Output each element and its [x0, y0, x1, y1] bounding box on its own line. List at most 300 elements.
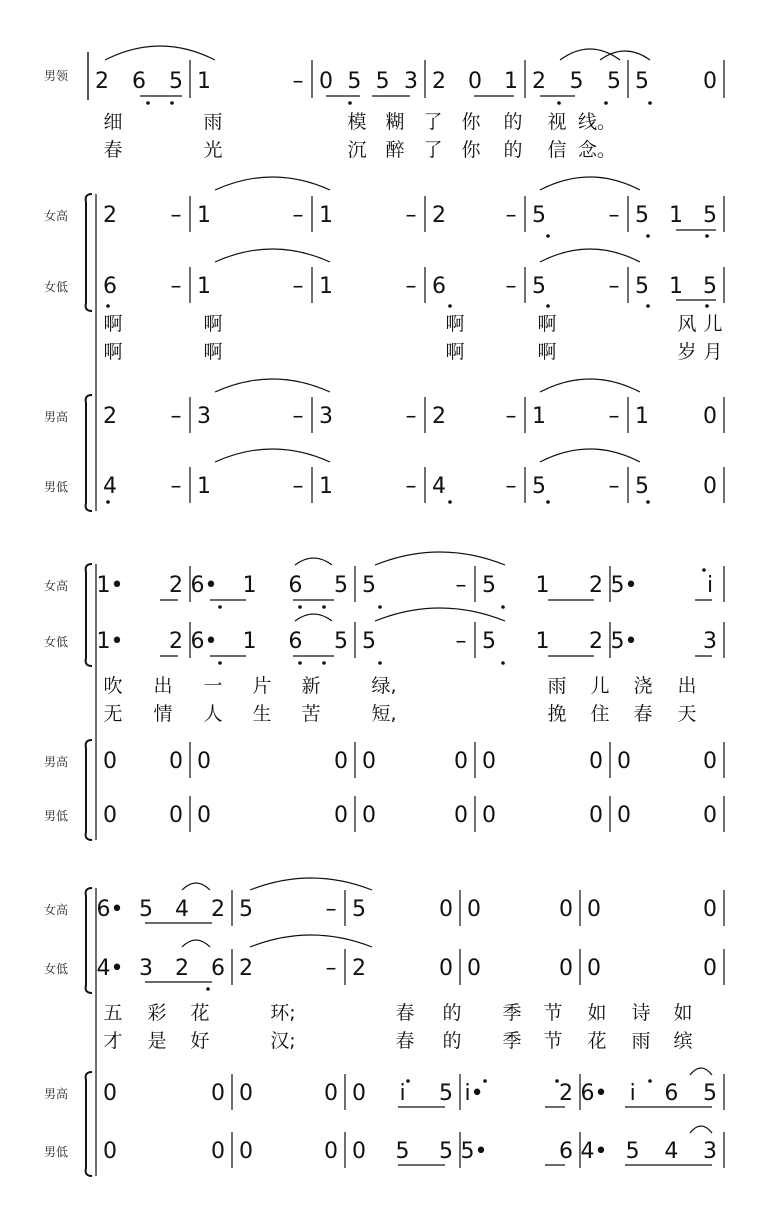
lyric-verse1: 浇: [633, 675, 653, 697]
lyric-verse2: 念。: [577, 139, 617, 161]
group-bracket: [86, 1072, 92, 1176]
lyric-verse1: 节: [543, 1002, 563, 1024]
note: 0: [319, 69, 333, 94]
lyric-verse2: 雨: [631, 1030, 651, 1052]
note: 0: [439, 956, 453, 981]
lyric-verse1: 出: [153, 675, 173, 697]
note: 0: [324, 1139, 338, 1164]
note: 6: [288, 573, 303, 598]
lyric-verse2: 月: [703, 341, 723, 363]
note: 2: [103, 203, 117, 228]
low-dot: [378, 605, 382, 609]
lyric-verse2: 情: [153, 703, 173, 725]
voice-label: 男高: [44, 1087, 69, 1101]
note: 1: [242, 629, 257, 654]
note: 4: [664, 1139, 679, 1164]
note: 2: [432, 203, 446, 228]
note: 6: [132, 69, 146, 94]
note: 2: [352, 956, 366, 981]
lyric-verse1: 彩: [147, 1002, 167, 1024]
note: 1: [197, 69, 211, 94]
note: 1•: [96, 573, 124, 598]
low-dot: [646, 500, 650, 504]
note: 2: [589, 629, 603, 654]
low-dot: [448, 500, 452, 504]
note: 6: [664, 1081, 679, 1106]
low-dot: [546, 500, 550, 504]
note: 5: [532, 203, 546, 228]
note: 0: [103, 803, 117, 828]
lyric-verse2: 啊: [537, 341, 557, 363]
slur: [540, 449, 640, 462]
note: –: [325, 897, 337, 922]
note: 5: [239, 897, 253, 922]
note: –: [170, 474, 182, 499]
note: 5: [139, 897, 153, 922]
note: 2: [175, 956, 189, 981]
note: –: [608, 274, 620, 299]
note: 6: [432, 274, 446, 299]
note: –: [325, 956, 337, 981]
note: 2: [559, 1081, 573, 1106]
lyric-verse2: 啊: [203, 341, 223, 363]
low-dot: [546, 304, 550, 308]
lyric-verse2: 短,: [371, 703, 397, 725]
low-dot: [322, 605, 326, 609]
lyric-verse1: 啊: [537, 313, 557, 335]
note: 0: [211, 1139, 225, 1164]
note: –: [292, 474, 304, 499]
note: –: [292, 274, 304, 299]
note: 5: [703, 1081, 717, 1106]
note: 0: [617, 749, 631, 774]
group-bracket: [86, 194, 92, 311]
lyric-verse1: 片: [252, 675, 272, 697]
note: –: [455, 573, 467, 598]
lyric-verse1: 如: [673, 1002, 693, 1024]
note: 1: [197, 274, 211, 299]
note: 1: [504, 69, 518, 94]
note: 1: [532, 404, 546, 429]
lyric-verse1: 五: [103, 1002, 123, 1024]
voice-label: 女低: [44, 280, 69, 294]
note: 4•: [96, 956, 124, 981]
note: 5: [362, 629, 376, 654]
slur: [250, 878, 372, 890]
note: –: [292, 203, 304, 228]
note: 5: [375, 69, 390, 94]
note: 5: [482, 573, 496, 598]
slur: [540, 177, 640, 190]
lyric-verse2: 季: [502, 1030, 522, 1052]
slur: [215, 177, 330, 190]
voice-label: 男高: [44, 410, 69, 424]
note: 5: [352, 897, 366, 922]
note: 5: [439, 1081, 453, 1106]
note: 5: [362, 573, 376, 598]
note: 5: [347, 69, 362, 94]
slur: [295, 558, 332, 565]
note: 0: [482, 803, 496, 828]
lyric-verse1: 绿,: [371, 675, 397, 697]
note: 1•: [96, 629, 124, 654]
note: 0: [362, 749, 376, 774]
note: 3: [139, 956, 153, 981]
note: 0: [103, 1139, 117, 1164]
lyric-verse1: 的: [503, 111, 523, 133]
note: 2: [239, 956, 253, 981]
low-dot: [170, 101, 174, 105]
voice-label: 男低: [44, 1145, 69, 1159]
note: 6•: [580, 1081, 608, 1106]
voice-label: 女高: [44, 903, 69, 917]
note: 0: [482, 749, 496, 774]
note: 0: [703, 803, 717, 828]
low-dot: [146, 101, 150, 105]
lyric-verse1: 雨: [547, 675, 567, 697]
note: –: [170, 274, 182, 299]
note: 6•: [190, 629, 218, 654]
note: 0: [467, 956, 481, 981]
note: –: [505, 274, 517, 299]
lyric-verse2: 花: [587, 1030, 607, 1052]
note: 1: [669, 274, 683, 299]
lyric-verse2: 节: [543, 1030, 563, 1052]
note: 0: [334, 749, 348, 774]
lyric-verse2: 啊: [445, 341, 465, 363]
note: 0: [362, 803, 376, 828]
note: 0: [617, 803, 631, 828]
low-dot: [348, 101, 352, 105]
note: 5: [625, 1139, 640, 1164]
note: i: [629, 1081, 636, 1106]
note: 5: [703, 203, 717, 228]
lyric-verse1: 视: [547, 111, 567, 133]
note: –: [405, 203, 417, 228]
lyric-verse2: 春: [103, 139, 123, 161]
lyric-verse1: 儿: [590, 675, 610, 697]
note: 0: [197, 749, 211, 774]
note: 5: [607, 69, 621, 94]
note: 0: [211, 1081, 225, 1106]
lyric-verse2: 春: [633, 703, 653, 725]
note: –: [608, 203, 620, 228]
note: 0: [239, 1081, 253, 1106]
note: 1: [635, 404, 649, 429]
note: 1: [197, 474, 211, 499]
note: 1: [535, 629, 550, 654]
note: 0: [589, 803, 603, 828]
voice-label: 女低: [44, 635, 69, 649]
slur: [105, 46, 215, 60]
note: 5•: [610, 629, 638, 654]
voice-label: 女高: [44, 579, 69, 593]
note: 5: [482, 629, 496, 654]
lyric-verse2: 你: [461, 139, 481, 161]
lyric-verse1: 春: [395, 1002, 415, 1024]
note: 1: [197, 203, 211, 228]
note: 0: [197, 803, 211, 828]
note: 1: [535, 573, 550, 598]
note: –: [608, 404, 620, 429]
note: 0: [703, 956, 717, 981]
low-dot: [206, 987, 210, 991]
note: 2: [432, 404, 446, 429]
note: 1: [242, 573, 257, 598]
lyric-verse1: 季: [502, 1002, 522, 1024]
lyric-verse2: 岁: [677, 341, 697, 363]
voice-label: 女低: [44, 962, 69, 976]
note: 0: [587, 897, 601, 922]
note: –: [455, 629, 467, 654]
note: 0: [559, 956, 573, 981]
note: 0: [334, 803, 348, 828]
note: 0: [467, 897, 481, 922]
note: 3: [319, 404, 333, 429]
note: 0: [439, 897, 453, 922]
lyric-verse1: 细: [103, 111, 123, 133]
group-bracket: [86, 395, 92, 511]
note: 4•: [580, 1139, 608, 1164]
lyric-verse2: 的: [503, 139, 523, 161]
slur: [690, 1068, 712, 1075]
note: 5: [635, 69, 649, 94]
slur: [182, 883, 210, 890]
slur: [295, 614, 332, 621]
note: –: [292, 69, 304, 94]
note: 1: [319, 274, 333, 299]
note: 5: [169, 69, 183, 94]
note: 0: [169, 749, 183, 774]
note: 0: [703, 749, 717, 774]
slur: [540, 379, 640, 392]
note: 1: [319, 474, 333, 499]
low-dot: [322, 661, 326, 665]
note: 5: [532, 474, 546, 499]
lyric-verse2: 住: [590, 703, 610, 725]
low-dot: [705, 304, 709, 308]
lyric-verse2: 好: [190, 1030, 210, 1052]
note: 6•: [96, 897, 124, 922]
lyric-verse1: 环;: [270, 1002, 296, 1024]
note: 1: [669, 203, 683, 228]
note: 0: [169, 803, 183, 828]
note: 5•: [460, 1139, 488, 1164]
lyric-verse2: 了: [423, 139, 443, 161]
low-dot: [448, 304, 452, 308]
low-dot: [298, 605, 302, 609]
lyric-verse2: 人: [203, 703, 223, 725]
note: 2: [211, 897, 225, 922]
low-dot: [218, 661, 222, 665]
lyric-verse2: 醉: [385, 139, 405, 161]
note: 5: [635, 474, 649, 499]
lyric-verse2: 苦: [301, 703, 321, 725]
voice-label: 男低: [44, 480, 69, 494]
lyric-verse1: 线。: [577, 111, 617, 133]
high-dot: [702, 568, 706, 572]
slur: [690, 1126, 712, 1133]
note: 2: [169, 573, 183, 598]
note: 5: [635, 203, 649, 228]
note: –: [170, 203, 182, 228]
note: 6: [288, 629, 303, 654]
note: –: [405, 274, 417, 299]
slur: [250, 935, 372, 947]
note: 6: [103, 274, 117, 299]
lyric-verse1: 一: [203, 675, 223, 697]
low-dot: [604, 101, 608, 105]
voice-label: 男低: [44, 809, 69, 823]
note: 3: [703, 629, 717, 654]
slur: [375, 608, 505, 621]
lyric-verse1: 如: [587, 1002, 607, 1024]
note: 2: [95, 69, 109, 94]
high-dot: [555, 1079, 559, 1083]
high-dot: [648, 1079, 652, 1083]
note: 0: [589, 749, 603, 774]
lyric-verse2: 的: [442, 1030, 462, 1052]
lyric-verse1: 模: [347, 111, 367, 133]
note: 0: [703, 69, 717, 94]
note: 5: [334, 573, 348, 598]
lyric-verse1: 啊: [203, 313, 223, 335]
lyric-verse2: 汉;: [270, 1030, 296, 1052]
lyric-verse1: 雨: [203, 111, 223, 133]
low-dot: [546, 234, 550, 238]
lyric-verse2: 天: [677, 703, 697, 725]
note: i: [399, 1081, 406, 1106]
lyric-verse2: 挽: [547, 703, 567, 725]
group-bracket: [86, 888, 92, 993]
note: 0: [324, 1081, 338, 1106]
note: 0: [559, 897, 573, 922]
note: 2: [532, 69, 546, 94]
low-dot: [646, 234, 650, 238]
note: 3: [703, 1139, 717, 1164]
lyric-verse2: 啊: [103, 341, 123, 363]
lyric-verse2: 无: [103, 703, 123, 725]
note: 0: [103, 749, 117, 774]
low-dot: [501, 661, 505, 665]
slur: [182, 940, 210, 947]
note: 2: [432, 69, 446, 94]
note: 0: [239, 1139, 253, 1164]
note: –: [608, 474, 620, 499]
note: 5: [569, 69, 584, 94]
lyric-verse2: 缤: [673, 1030, 693, 1052]
lyric-verse1: 你: [461, 111, 481, 133]
note: –: [170, 404, 182, 429]
voice-label: 男领: [44, 69, 69, 83]
slur: [215, 449, 330, 462]
lyric-verse1: 儿: [703, 313, 723, 335]
note: 0: [468, 69, 482, 94]
voice-label: 男高: [44, 755, 69, 769]
note: 0: [703, 474, 717, 499]
lyric-verse1: 的: [442, 1002, 462, 1024]
note: i: [706, 573, 714, 598]
low-dot: [705, 234, 709, 238]
note: 3: [197, 404, 211, 429]
note: 4: [432, 474, 446, 499]
low-dot: [646, 304, 650, 308]
low-dot: [557, 101, 561, 105]
lyric-verse1: 糊: [385, 111, 405, 133]
high-dot: [483, 1079, 487, 1083]
note: 5: [395, 1139, 410, 1164]
note: 5: [703, 274, 717, 299]
note: 2: [169, 629, 183, 654]
low-dot: [501, 605, 505, 609]
low-dot: [378, 661, 382, 665]
low-dot: [218, 605, 222, 609]
note: 1: [319, 203, 333, 228]
lyric-verse1: 吹: [103, 675, 123, 697]
note: –: [505, 203, 517, 228]
slur: [560, 49, 620, 60]
lyric-verse1: 风: [677, 313, 697, 335]
lyric-verse1: 出: [677, 675, 697, 697]
note: 5: [532, 274, 546, 299]
note: 5: [635, 274, 649, 299]
note: i•: [464, 1081, 484, 1106]
slur: [375, 552, 505, 565]
low-dot: [106, 304, 110, 308]
low-dot: [298, 661, 302, 665]
note: 0: [103, 1081, 117, 1106]
lyric-verse2: 光: [203, 139, 223, 161]
high-dot: [406, 1079, 410, 1083]
lyric-verse1: 了: [423, 111, 443, 133]
note: 6•: [190, 573, 218, 598]
note: 4: [103, 474, 117, 499]
note: –: [505, 474, 517, 499]
note: 0: [454, 803, 468, 828]
note: 3: [404, 69, 418, 94]
lyric-verse2: 信: [547, 139, 567, 161]
note: 5: [334, 629, 348, 654]
lyric-verse1: 花: [190, 1002, 210, 1024]
lyric-verse2: 生: [252, 703, 272, 725]
note: 2: [589, 573, 603, 598]
note: 2: [103, 404, 117, 429]
group-bracket: [86, 740, 92, 840]
lyric-verse2: 是: [147, 1030, 167, 1052]
lyric-verse1: 啊: [103, 313, 123, 335]
lyric-verse2: 春: [395, 1030, 415, 1052]
lyric-verse1: 新: [301, 675, 321, 697]
note: 5: [439, 1139, 453, 1164]
note: 4: [175, 897, 189, 922]
note: 6: [559, 1139, 573, 1164]
lyric-verse2: 沉: [347, 139, 367, 161]
note: 0: [703, 897, 717, 922]
note: –: [405, 474, 417, 499]
note: –: [292, 404, 304, 429]
note: 0: [352, 1081, 366, 1106]
lyric-verse1: 啊: [445, 313, 465, 335]
note: –: [505, 404, 517, 429]
slur: [540, 249, 640, 262]
note: 5•: [610, 573, 638, 598]
slur: [215, 249, 330, 262]
note: 0: [703, 404, 717, 429]
lyric-verse1: 诗: [631, 1002, 651, 1024]
slur: [215, 379, 330, 392]
note: –: [405, 404, 417, 429]
note: 0: [587, 956, 601, 981]
